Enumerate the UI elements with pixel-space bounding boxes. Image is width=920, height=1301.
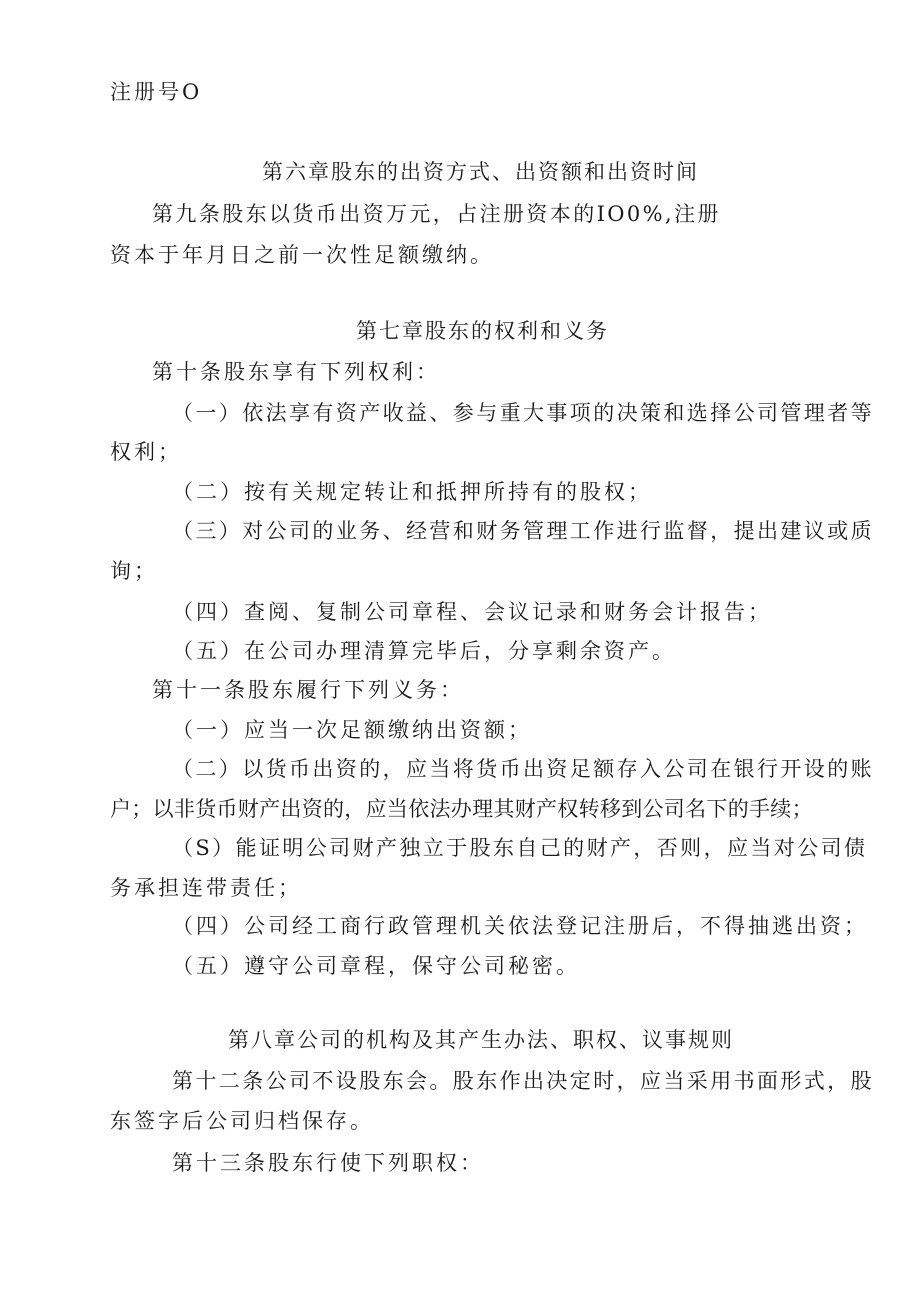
right-1-line-2: 权利； (110, 440, 182, 464)
article-12-line-1: 第十二条公司不设股东会。股东作出决定时，应当采用书面形式，股 (172, 1069, 874, 1093)
duty-4: （四）公司经工商行政管理机关依法登记注册后，不得抽逃出资； (172, 914, 868, 938)
article-12-line-2: 东签字后公司归档保存。 (110, 1109, 374, 1133)
right-2: （二）按有关规定转让和抵押所持有的股权； (172, 480, 652, 504)
article-13: 第十三条股东行使下列职权： (172, 1151, 484, 1175)
right-5: （五）在公司办理清算完毕后，分享剩余资产。 (172, 639, 676, 663)
right-3-line-2: 询； (110, 559, 158, 583)
right-1-line-1: （一）依法享有资产收益、参与重大事项的决策和选择公司管理者等 (172, 401, 874, 425)
right-3-line-1: （三）对公司的业务、经营和财务管理工作进行监督，提出建议或质 (172, 519, 874, 543)
article-11-intro: 第十一条股东履行下列义务： (152, 678, 464, 702)
chapter-6-title: 第六章股东的出资方式、出资额和出资时间 (262, 160, 699, 184)
duty-3-line-1: （S）能证明公司财产独立于股东自己的财产，否则，应当对公司债 (172, 836, 868, 860)
article-10-intro: 第十条股东享有下列权利： (152, 360, 440, 384)
registration-number: 注册号O (110, 80, 203, 104)
duty-3-line-2: 务承担连带责任； (110, 876, 302, 900)
duty-5: （五）遵守公司章程，保守公司秘密。 (172, 954, 580, 978)
chapter-7-title: 第七章股东的权利和义务 (356, 319, 609, 343)
right-4: （四）查阅、复制公司章程、会议记录和财务会计报告； (172, 600, 772, 624)
article-9-line-1: 第九条股东以货币出资万元，占注册资本的IO0%,注册 (152, 202, 721, 226)
duty-2-line-1: （二）以货币出资的，应当将货币出资足额存入公司在银行开设的账 (172, 757, 874, 781)
duty-1: （一）应当一次足额缴纳出资额； (172, 718, 532, 742)
article-9-line-2: 资本于年月日之前一次性足额缴纳。 (110, 243, 494, 267)
duty-2-line-2: 户；以非货币财产出资的，应当依法办理其财产权转移到公司名下的手续； (110, 797, 813, 821)
chapter-8-title: 第八章公司的机构及其产生办法、职权、议事规则 (228, 1028, 734, 1052)
